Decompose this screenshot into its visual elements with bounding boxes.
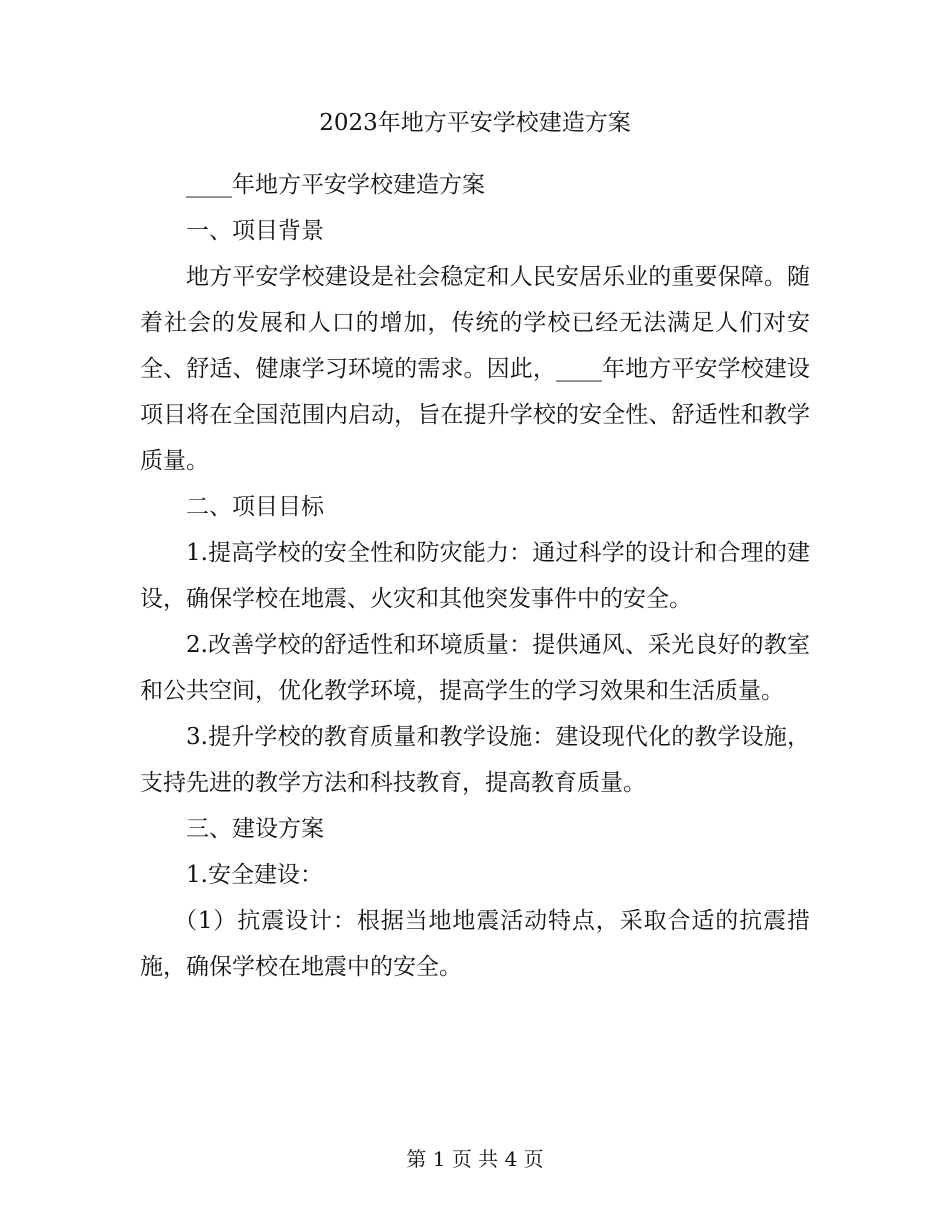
page-footer: 第 1 页 共 4 页 bbox=[406, 1147, 544, 1171]
background-paragraph: 地方平安学校建设是社会稳定和人民安居乐业的重要保障。随着社会的发展和人口的增加，传统的学校已经无法满足人们对安全、舒适、健康学习环境的需求。因此，____年地方平安学校建设项目将在全国范围内启动，旨在提升学校的安全性、舒适性和教学质量。 bbox=[140, 264, 810, 474]
section-heading-background: 一、项目背景 bbox=[186, 218, 324, 244]
goal-item-1: 1.提高学校的安全性和防灾能力：通过科学的设计和合理的建设，确保学校在地震、火灾和其他突发事件中的安全。 bbox=[140, 540, 810, 612]
goal-item-3: 3.提升学校的教育质量和教学设施：建设现代化的教学设施，支持先进的教学方法和科技教育，提高教育质量。 bbox=[140, 724, 810, 796]
subtitle-line: ____年地方平安学校建造方案 bbox=[186, 172, 485, 198]
section-heading-goals: 二、项目目标 bbox=[186, 494, 324, 520]
document-title: 2023年地方平安学校建造方案 bbox=[319, 110, 631, 136]
section-heading-plan: 三、建设方案 bbox=[186, 816, 324, 842]
goal-item-2: 2.改善学校的舒适性和环境质量：提供通风、采光良好的教室和公共空间，优化教学环境，提高学生的学习效果和生活质量。 bbox=[140, 632, 810, 704]
plan-item-safety: 1.安全建设： bbox=[186, 862, 323, 888]
plan-subitem-seismic: （1）抗震设计：根据当地地震活动特点，采取合适的抗震措施，确保学校在地震中的安全。 bbox=[140, 908, 810, 980]
document-body bbox=[140, 100, 810, 990]
